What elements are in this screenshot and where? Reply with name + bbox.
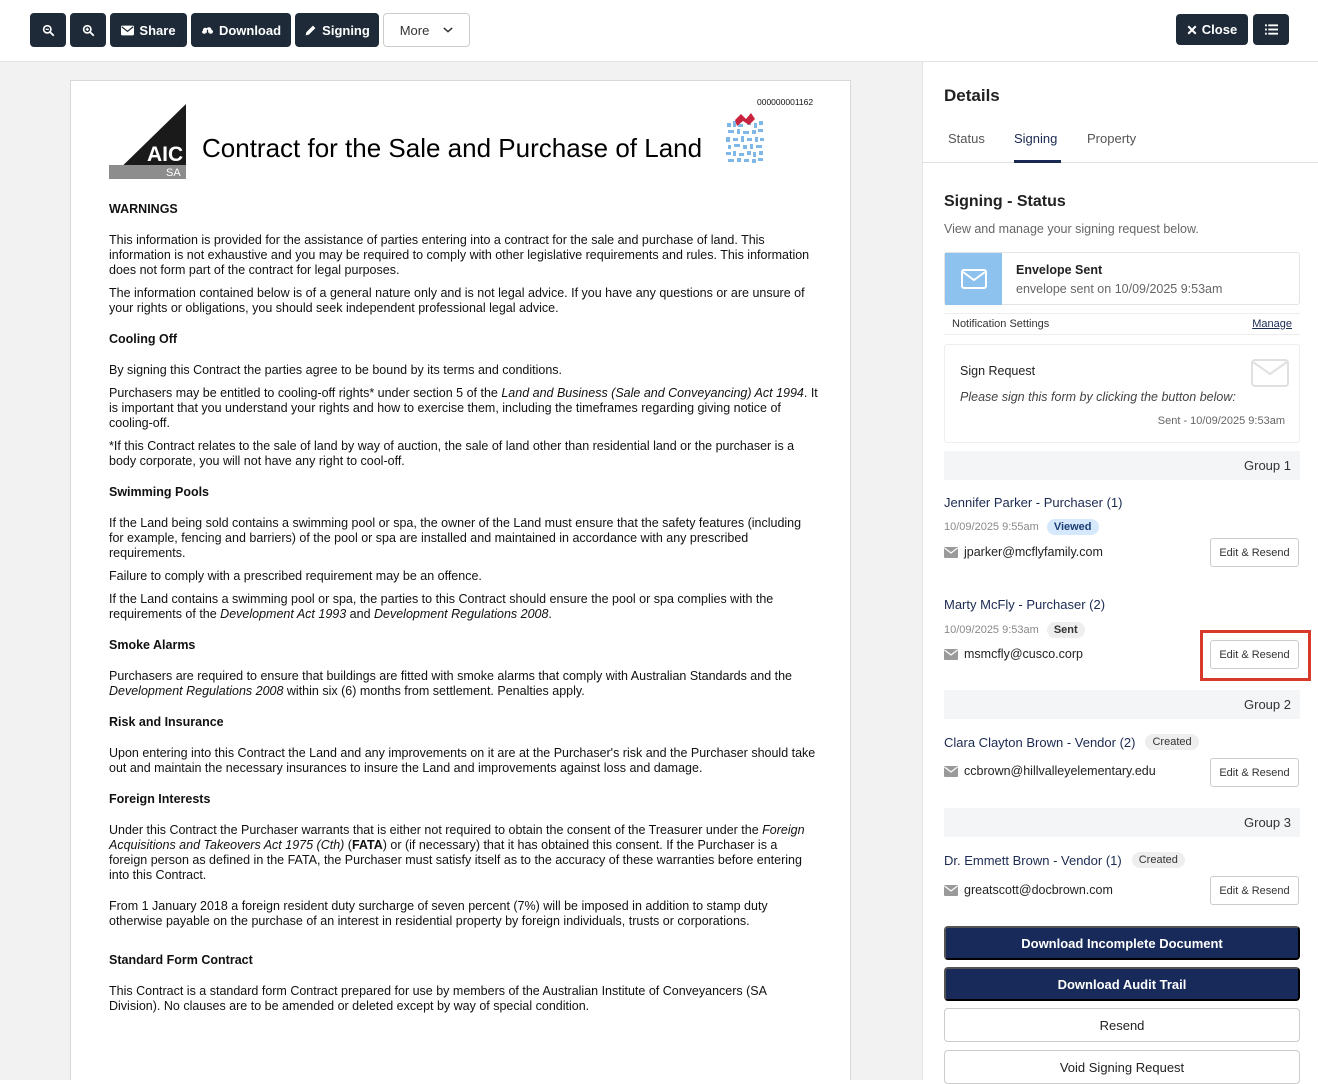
document-body [109, 202, 819, 1014]
tab-divider [923, 162, 1318, 163]
details-title: Details [944, 86, 1000, 105]
envelope-title: Envelope Sent [1016, 263, 1103, 277]
section-heading: Swimming Pools [109, 485, 210, 499]
more-label: More [399, 22, 430, 38]
envelope-subtitle: envelope sent on 10/09/2025 9:53am [1016, 282, 1223, 296]
tab-status[interactable]: Status [948, 131, 985, 146]
signing-status-title: Signing - Status [944, 193, 1066, 210]
tab-property[interactable]: Property [1087, 131, 1137, 146]
section-heading: WARNINGS [109, 202, 178, 216]
qr-code-icon [725, 111, 765, 165]
envelope-status-card [944, 252, 1300, 305]
more-dropdown[interactable] [383, 13, 470, 47]
paragraph: Upon entering into this Contract the Land and any improvements on it are at the Purchaser's risk and the Purchaser should take out and maintain the necessary insurances to insure the Land and improvements against loss and damage. [109, 746, 816, 775]
toolbar [0, 0, 1318, 62]
signing-label: Signing [322, 22, 370, 38]
signing-button[interactable] [295, 13, 379, 47]
details-panel [922, 62, 1318, 1080]
section-heading: Foreign Interests [109, 792, 211, 806]
download-incomplete-document-button[interactable]: Download Incomplete Document [944, 926, 1300, 960]
signer-email: ccbrown@hillvalleyelementary.edu [944, 764, 1156, 778]
void-signing-request-button[interactable]: Void Signing Request [944, 1050, 1300, 1084]
logo-text: AIC [147, 143, 184, 166]
active-tab-indicator [1014, 160, 1061, 163]
list-icon [1265, 23, 1278, 36]
pencil-icon [304, 24, 317, 37]
document-page [70, 80, 851, 1080]
signer-email: msmcfly@cusco.corp [944, 647, 1083, 661]
zoom-in-button[interactable] [70, 13, 106, 47]
signer-time: 10/09/2025 9:53am [944, 624, 1039, 636]
signer-name: Clara Clayton Brown - Vendor (2) [944, 734, 1136, 750]
paragraph: If the Land being sold contains a swimming pool or spa, the owner of the Land must ensure that the safety features (including for example, fencing and barriers) of the pool or spa are installed and maintained in accordance with any prescribed requirements. [109, 516, 802, 560]
paragraph: By signing this Contract the parties agree to be bound by its terms and conditions. [109, 363, 563, 377]
paragraph: If the Land contains a swimming pool or spa, the parties to this Contract should ensure the pool or spa complies with the requirements of the Development Act 1993 and Development Regulations 2008. [109, 592, 774, 621]
menu-button[interactable] [1253, 14, 1289, 45]
section-heading: Cooling Off [109, 332, 178, 346]
tab-signing[interactable]: Signing [1014, 131, 1058, 146]
envelope-status-icon [945, 253, 1002, 305]
paragraph: Failure to comply with a prescribed requirement may be an offence. [109, 569, 482, 583]
document-title: Contract for the Sale and Purchase of Land [202, 133, 703, 163]
notification-settings-row [944, 313, 1300, 335]
sign-request-title: Sign Request [960, 364, 1036, 378]
logo-sub: SA [166, 167, 181, 179]
download-label: Download [218, 22, 282, 38]
edit-resend-button[interactable]: Edit & Resend [1210, 876, 1299, 905]
chevron-down-icon [443, 26, 453, 34]
document-number: 000000001162 [757, 97, 814, 107]
highlight-box [1200, 630, 1311, 681]
close-icon [1187, 25, 1197, 35]
signer-name-row [944, 734, 1199, 750]
share-button[interactable] [110, 13, 187, 47]
envelope-icon [944, 649, 958, 660]
status-badge: Created [1145, 734, 1198, 750]
signing-status-subtitle: View and manage your signing request below. [944, 222, 1199, 236]
status-badge: Viewed [1047, 519, 1099, 535]
paragraph: Purchasers are required to ensure that buildings are fitted with smoke alarms that comply with Australian Standards and the Development Regulations 2008 within six (6) months from settlement. Penalties apply. [109, 669, 792, 698]
section-heading: Standard Form Contract [109, 953, 253, 967]
group-header: Group 1 [944, 451, 1300, 480]
document-viewer[interactable] [0, 62, 922, 1080]
section-heading: Risk and Insurance [109, 715, 224, 729]
envelope-icon [121, 24, 134, 37]
envelope-icon [944, 547, 958, 558]
status-badge: Created [1132, 852, 1185, 868]
paragraph: This information is provided for the assistance of parties entering into a contract for the sale and purchase of land. This information is not exhaustive and you may be required to comply with other legislative requirements and rules. This information does not form part of the contract for legal purposes. [109, 233, 810, 277]
download-audit-trail-button[interactable]: Download Audit Trail [944, 967, 1300, 1001]
paragraph: From 1 January 2018 a foreign resident duty surcharge of seven percent (7%) will be imposed in addition to stamp duty otherwise payable on the purchase of an interest in residential property by foreign individuals, trusts or corporations. [109, 899, 768, 928]
share-label: Share [139, 22, 176, 38]
signer-name: Jennifer Parker - Purchaser (1) [944, 495, 1123, 510]
paragraph: *If this Contract relates to the sale of land by way of auction, the sale of land other than residential land or the purchaser is a body corporate, you will not have any right to cool-off. [109, 439, 795, 468]
manage-link[interactable]: Manage [1252, 318, 1292, 330]
paragraph: The information contained below is of a general nature only and is not legal advice. If you have any questions or are unsure of your rights or obligations, you should seek independent professional legal advice. [109, 286, 805, 315]
envelope-icon [944, 885, 958, 896]
paragraph: Under this Contract the Purchaser warrants that is either not required to obtain the consent of the Treasurer under the Foreign Acquisitions and Takeovers Act 1975 (Cth) (FATA) or (if necessary) that it has obtained this consent. If the Purchaser is a foreign person as defined in the FATA, the Purchaser must satisfy itself as to the accuracy of these warranties before entering into this Contract. [109, 823, 805, 882]
close-label: Close [1201, 22, 1238, 37]
sign-request-card [944, 344, 1300, 443]
zoom-out-button[interactable] [30, 13, 66, 47]
paragraph: Purchasers may be entitled to cooling-off rights* under section 5 of the Land and Business (Sale and Conveyancing) Act 1994. It is important that you understand your rights and how to exercise them, including the timeframes regarding giving notice of cooling-off. [109, 386, 818, 430]
cloud-download-icon [201, 24, 214, 37]
envelope-icon [1251, 359, 1289, 387]
sign-request-message: Please sign this form by clicking the button below: [960, 390, 1236, 404]
group-header: Group 2 [944, 690, 1300, 719]
signer-meta [944, 622, 1085, 638]
signer-time: 10/09/2025 9:55am [944, 521, 1039, 533]
group-header: Group 3 [944, 808, 1300, 837]
edit-resend-button[interactable]: Edit & Resend [1210, 758, 1299, 787]
edit-resend-button[interactable]: Edit & Resend [1210, 640, 1299, 669]
sign-request-sent: Sent - 10/09/2025 9:53am [1157, 415, 1285, 427]
signer-name: Dr. Emmett Brown - Vendor (1) [944, 852, 1122, 868]
aic-sa-logo [109, 104, 186, 179]
zoom-in-icon [82, 24, 95, 37]
download-button[interactable] [191, 13, 291, 47]
resend-button[interactable]: Resend [944, 1008, 1300, 1042]
envelope-icon [944, 766, 958, 777]
signer-email: greatscott@docbrown.com [944, 883, 1113, 897]
signer-name: Marty McFly - Purchaser (2) [944, 597, 1106, 612]
signer-meta [944, 519, 1099, 535]
zoom-out-icon [42, 24, 55, 37]
close-button[interactable] [1176, 14, 1248, 45]
paragraph: This Contract is a standard form Contract prepared for use by members of the Australian Institute of Conveyancers (SA Division). No clauses are to be amended or deleted except by way of special condition. [109, 984, 767, 1013]
section-heading: Smoke Alarms [109, 638, 196, 652]
edit-resend-button[interactable]: Edit & Resend [1210, 538, 1299, 567]
notification-settings-label: Notification Settings [952, 318, 1050, 330]
signer-name-row [944, 852, 1185, 868]
status-badge: Sent [1047, 622, 1085, 638]
signer-email: jparker@mcflyfamily.com [944, 545, 1103, 559]
